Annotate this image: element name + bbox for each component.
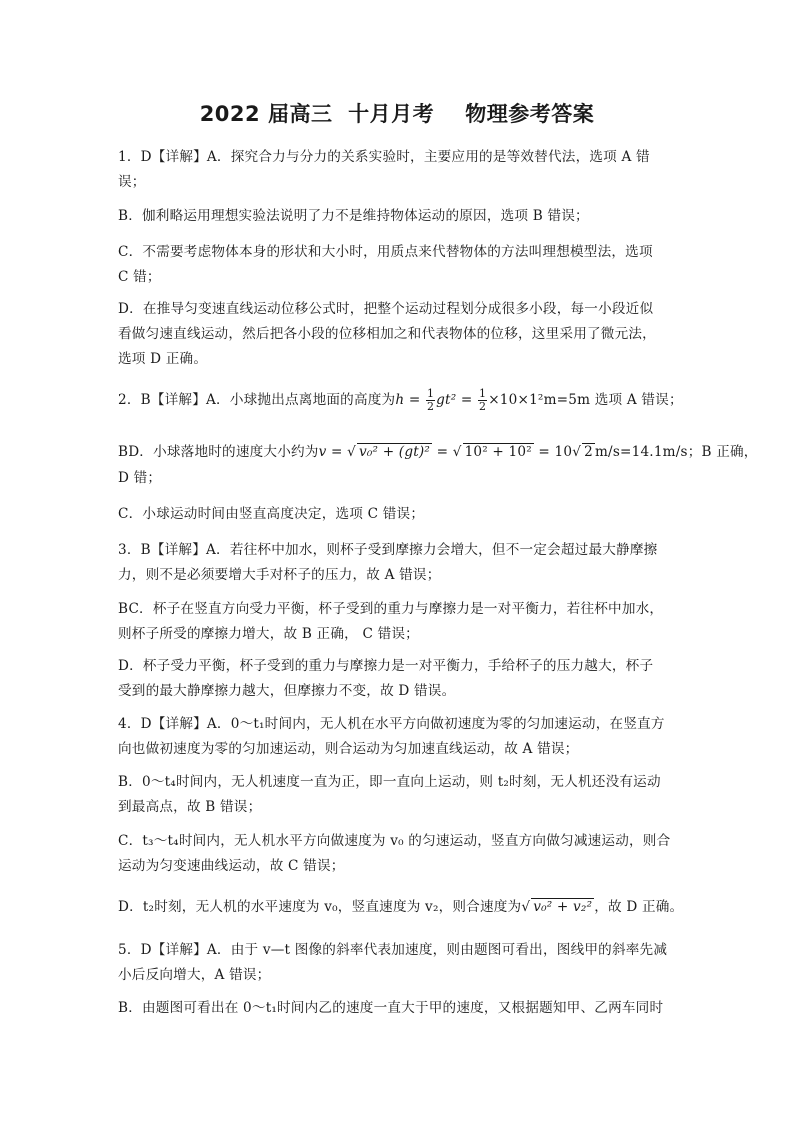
- q3-option-bc: [118, 597, 673, 647]
- q1-answer-paragraph: [118, 145, 673, 195]
- fraction-denominator: 2: [479, 400, 487, 413]
- q1-option-b: [118, 204, 673, 229]
- fraction-numerator: 1: [426, 387, 435, 400]
- q2-a-prefix: 2．B【详解】A．小球抛出点离地面的高度为: [118, 392, 396, 408]
- q2-a-fraction-2: [478, 388, 487, 413]
- q2-bd-formula-v: v =: [318, 444, 348, 460]
- q2-a-formula-mid: gt² =: [436, 392, 477, 408]
- q2-bd-result-a: = 10: [533, 444, 573, 460]
- q5-option-a: [118, 938, 673, 988]
- q3-a-line-1: 3．B【详解】A．若往杯中加水，则杯子受到摩擦力会增大，但不一定会超过最大静摩擦: [118, 542, 658, 558]
- q2-a-suffix: 选项 A 错误；: [590, 392, 683, 408]
- q2-bd-result-b: m/s=14.1m/s: [594, 444, 688, 460]
- q2-bd-prefix: BD．小球落地时的速度大小约为: [118, 444, 319, 460]
- q4-option-a: [118, 712, 673, 762]
- q4-a-line-1: 4．D【详解】A．0～t₁时间内，无人机在水平方向做初速度为零的匀加速运动，在竖直方: [118, 716, 665, 732]
- q3-option-d: [118, 654, 673, 704]
- q5-b-line-1: B．由题图可看出在 0～t₁时间内乙的速度一直大于甲的速度，又根据题知甲、乙两车同时: [118, 1000, 664, 1016]
- q1-line-2: 误；: [118, 174, 146, 190]
- q1-line-1: 1．D【详解】A．探究合力与分力的关系实验时，主要应用的是等效替代法，选项 A 错: [118, 149, 650, 165]
- q4-b-line-2: 到最高点，故 B 错误；: [118, 799, 262, 815]
- q4-c-line-1: C．t₃～t₄时间内，无人机水平方向做速度为 v₀ 的匀速运动，竖直方向做匀减速运动，则合: [118, 833, 671, 849]
- q1-d-line-1: D．在推导匀变速直线运动位移公式时，把整个运动过程划分成很多小段，每一小段近似: [118, 301, 654, 317]
- q4-d-suffix: ，故 D 正确。: [594, 899, 684, 915]
- q2-option-bd: BD．小球落地时的速度大小约为v = √ v₀² + (gt)² = √ 10² + 10² = 10√ 2 m/s=14.1m/s；B 正确，: [118, 444, 758, 460]
- page-title: 2022 届高三 十月月考 物理参考答案: [199, 102, 595, 126]
- q1-d-line-3: 选项 D 正确。: [118, 351, 208, 367]
- q5-option-b: [118, 996, 673, 1021]
- q1-c-line-2: C 错；: [118, 269, 161, 285]
- q2-bd-line-2: D 错；: [118, 470, 162, 486]
- q3-d-line-1: D．杯子受力平衡，杯子受到的重力与摩擦力是一对平衡力，手给杯子的压力越大，杯子: [118, 658, 654, 674]
- q3-bc-line-1: BC．杯子在竖直方向受力平衡，杯子受到的重力与摩擦力是一对平衡力，若往杯中加水，: [118, 601, 664, 617]
- q1-d-line-2: 看做匀速直线运动，然后把各小段的位移相加之和代表物体的位移，这里采用了微元法，: [118, 326, 656, 342]
- q2-a-fraction-1: [426, 388, 435, 413]
- q1-b-line-1: B．伽利略运用理想实验法说明了力不是维持物体运动的原因，选项 B 错误；: [118, 208, 589, 224]
- q4-option-c: [118, 829, 673, 879]
- q2-bd-suffix: ；B 正确，: [687, 444, 758, 460]
- q4-a-line-2: 向也做初速度为零的匀加速运动，则合运动为匀加速直线运动，故 A 错误；: [118, 741, 579, 757]
- q1-option-d: [118, 297, 673, 372]
- q2-bd-continued: [118, 466, 673, 491]
- q3-bc-line-2: 则杯子所受的摩擦力增大，故 B 正确， C 错误；: [118, 626, 419, 642]
- q4-option-b: [118, 770, 673, 820]
- q1-option-c: [118, 240, 673, 290]
- q2-bd-sqrt-3: 2: [584, 444, 593, 460]
- q2-bd-sqrt-1: v₀² + (gt)²: [359, 444, 431, 460]
- q2-a-formula-start: h =: [395, 392, 425, 408]
- q3-option-a: [118, 538, 673, 588]
- q2-bd-sqrt-2: 10² + 10²: [464, 444, 532, 460]
- q2-option-c: [118, 502, 673, 527]
- q4-d-sqrt: v₀² + v₂²: [533, 899, 593, 915]
- fraction-numerator: 1: [479, 387, 487, 400]
- q2-c-line-1: C．小球运动时间由竖直高度决定，选项 C 错误；: [118, 506, 425, 522]
- q4-b-line-1: B．0～t₄时间内，无人机速度一直为正，即一直向上运动，则 t₂时刻，无人机还没有运动: [118, 774, 661, 790]
- q4-d-prefix: D．t₂时刻，无人机的水平速度为 v₀，竖直速度为 v₂，则合速度为: [118, 899, 522, 915]
- q5-a-line-1: 5．D【详解】A．由于 v—t 图像的斜率代表加速度，则由题图可看出，图线甲的斜率先减: [118, 942, 668, 958]
- q3-d-line-2: 受到的最大静摩擦力越大，但摩擦力不变，故 D 错误。: [118, 683, 456, 699]
- q5-a-line-2: 小后反向增大，A 错误；: [118, 967, 271, 983]
- q2-a-formula-end: ×10×1²m=5m: [488, 392, 591, 408]
- q2-option-a: [118, 387, 683, 413]
- q4-c-line-2: 运动为匀变速曲线运动，故 C 错误；: [118, 858, 345, 874]
- fraction-denominator: 2: [426, 400, 435, 413]
- q3-a-line-2: 力，则不是必须要增大手对杯子的压力，故 A 错误；: [118, 567, 441, 583]
- q4-option-d: D．t₂时刻，无人机的水平速度为 v₀，竖直速度为 v₂，则合速度为√ v₀² + v₂² ，故 D 正确。: [118, 899, 684, 915]
- q1-c-line-1: C．不需要考虑物体本身的形状和大小时，用质点来代替物体的方法叫理想模型法，选项: [118, 244, 653, 260]
- q2-bd-eq: =: [432, 444, 453, 460]
